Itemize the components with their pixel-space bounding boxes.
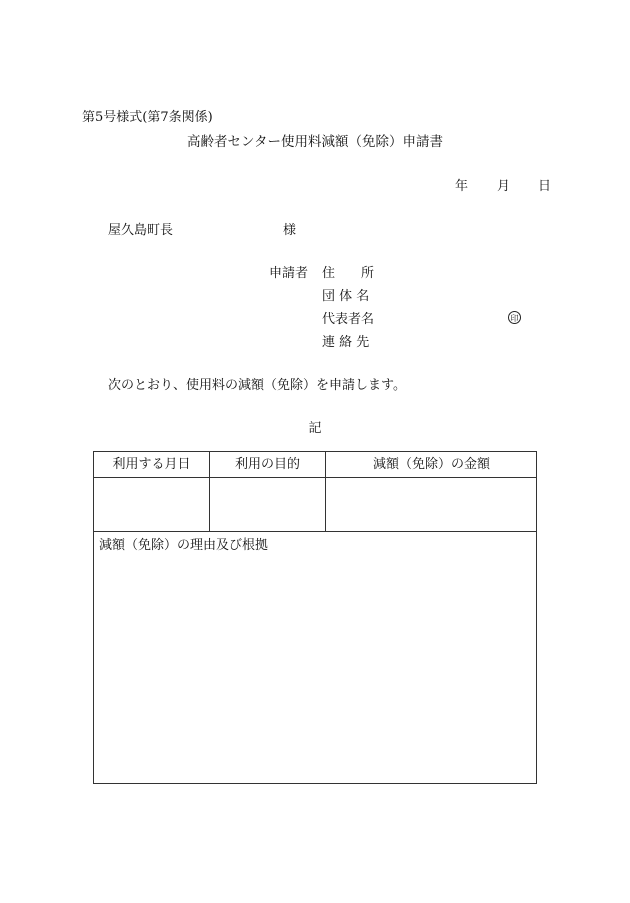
reason-field[interactable] [94,532,536,783]
application-statement: 次のとおり、使用料の減額（免除）を申請します。 [108,378,406,393]
applicant-heading: 申請者 [269,266,309,281]
ki-label: 記 [308,421,322,436]
header-usage-date: 利用する月日 [112,457,191,472]
addressee-name: 屋久島町長 [108,223,174,238]
usage-date-cell[interactable] [94,478,209,531]
address-label: 住 所 [322,266,375,281]
reduction-amount-cell[interactable] [326,478,537,531]
seal-mark: 印 [508,311,521,324]
header-reduction-amount: 減額（免除）の金額 [372,457,490,472]
form-number: 第5号様式(第7条関係) [82,110,213,125]
reason-label: 減額（免除）の理由及び根拠 [99,538,269,553]
representative-label: 代表者名 [322,312,375,327]
group-name-label: 団 体 名 [322,289,370,304]
application-table [93,451,537,784]
date-day-label: 日 [538,179,552,194]
contact-label: 連 絡 先 [322,335,370,350]
date-year-label: 年 [455,179,469,194]
addressee-honorific: 様 [283,223,297,238]
date-month-label: 月 [497,179,511,194]
document-title: 高齢者センター使用料減額（免除）申請書 [187,134,443,150]
usage-purpose-cell[interactable] [210,478,325,531]
header-usage-purpose: 利用の目的 [234,457,300,472]
